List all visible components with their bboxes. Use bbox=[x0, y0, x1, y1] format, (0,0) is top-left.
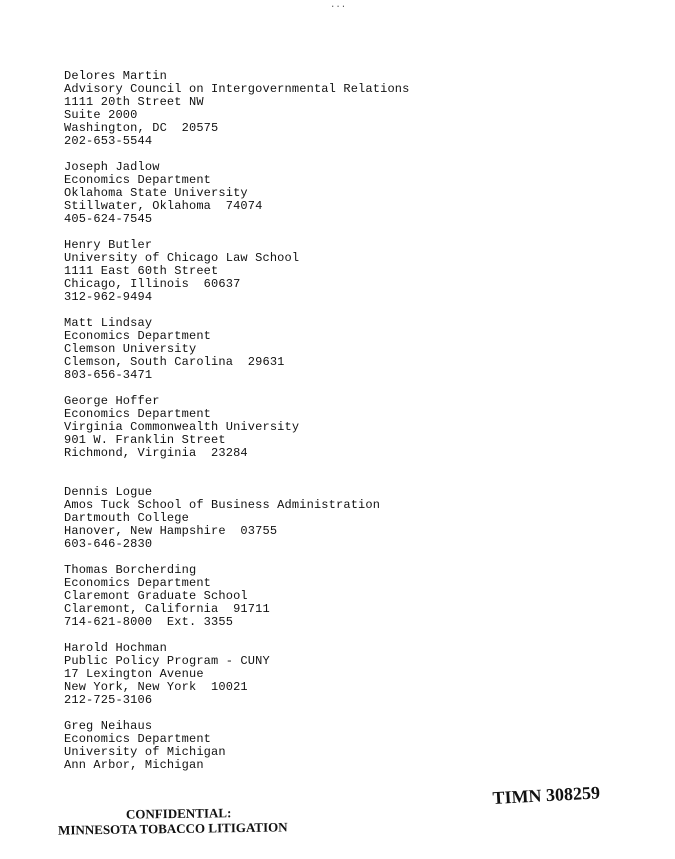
contact-department: Economics Department bbox=[64, 407, 212, 421]
contact-phone: 803-656-3471 bbox=[64, 368, 153, 382]
contact-phone: 312-962-9494 bbox=[64, 290, 153, 304]
contact-entry-joseph-jadlow bbox=[64, 161, 664, 226]
contact-city-state-zip: Claremont, California 91711 bbox=[64, 602, 270, 616]
contact-department: Economics Department bbox=[64, 732, 212, 746]
contact-name: Harold Hochman bbox=[64, 641, 167, 655]
confidential-label: CONFIDENTIAL: bbox=[125, 805, 232, 822]
contact-entry-george-hoffer bbox=[64, 395, 664, 460]
contact-entry-delores-martin bbox=[64, 70, 664, 148]
contact-name: Matt Lindsay bbox=[64, 316, 153, 330]
contact-institution: University of Chicago Law School bbox=[64, 251, 300, 265]
contact-institution: Dartmouth College bbox=[64, 511, 189, 525]
contact-street: 901 W. Franklin Street bbox=[64, 433, 226, 447]
contact-department: Economics Department bbox=[64, 329, 212, 343]
contact-entry-harold-hochman bbox=[64, 642, 664, 707]
contact-city-state-zip: Richmond, Virginia 23284 bbox=[64, 446, 248, 460]
contact-name: Dennis Logue bbox=[64, 485, 153, 499]
contact-institution: Oklahoma State University bbox=[64, 186, 248, 200]
bates-number: TIMN 308259 bbox=[492, 782, 601, 808]
contact-entry-henry-butler bbox=[64, 239, 664, 304]
contact-list bbox=[64, 70, 664, 772]
contact-name: George Hoffer bbox=[64, 394, 160, 408]
confidential-stamp bbox=[58, 804, 288, 837]
contact-city-state-zip: Stillwater, Oklahoma 74074 bbox=[64, 199, 263, 213]
contact-city-state-zip: Hanover, New Hampshire 03755 bbox=[64, 524, 278, 538]
contact-institution: Clemson University bbox=[64, 342, 197, 356]
contact-entry-thomas-borcherding bbox=[64, 564, 664, 629]
contact-phone: 405-624-7545 bbox=[64, 212, 153, 226]
contact-city-state-zip: Washington, DC 20575 bbox=[64, 121, 219, 135]
contact-street: 1111 20th Street NW bbox=[64, 95, 204, 109]
contact-institution: University of Michigan bbox=[64, 745, 226, 759]
contact-phone: 603-646-2830 bbox=[64, 537, 153, 551]
contact-city-state-zip: Clemson, South Carolina 29631 bbox=[64, 355, 285, 369]
contact-department: Economics Department bbox=[64, 173, 212, 187]
contact-entry-greg-neihaus bbox=[64, 720, 664, 772]
contact-street: 17 Lexington Avenue bbox=[64, 667, 204, 681]
contact-school: Amos Tuck School of Business Administration bbox=[64, 498, 381, 512]
contact-phone: 212-725-3106 bbox=[64, 693, 153, 707]
contact-entry-matt-lindsay bbox=[64, 317, 664, 382]
contact-organization: Advisory Council on Intergovernmental Relations bbox=[64, 82, 410, 96]
contact-department: Economics Department bbox=[64, 576, 212, 590]
contact-name: Delores Martin bbox=[64, 69, 167, 83]
contact-city-state: Ann Arbor, Michigan bbox=[64, 758, 204, 772]
contact-phone: 202-653-5544 bbox=[64, 134, 153, 148]
contact-name: Thomas Borcherding bbox=[64, 563, 197, 577]
contact-institution: Virginia Commonwealth University bbox=[64, 420, 300, 434]
contact-city-state-zip: Chicago, Illinois 60637 bbox=[64, 277, 241, 291]
contact-name: Joseph Jadlow bbox=[64, 160, 160, 174]
contact-institution: Claremont Graduate School bbox=[64, 589, 248, 603]
contact-entry-dennis-logue bbox=[64, 486, 664, 551]
litigation-label: MINNESOTA TOBACCO LITIGATION bbox=[58, 819, 288, 838]
page-top-mark: ... bbox=[330, 0, 347, 10]
contact-suite: Suite 2000 bbox=[64, 108, 138, 122]
contact-program: Public Policy Program - CUNY bbox=[64, 654, 270, 668]
contact-name: Greg Neihaus bbox=[64, 719, 153, 733]
contact-name: Henry Butler bbox=[64, 238, 153, 252]
contact-street: 1111 East 60th Street bbox=[64, 264, 219, 278]
contact-city-state-zip: New York, New York 10021 bbox=[64, 680, 248, 694]
contact-phone: 714-621-8000 Ext. 3355 bbox=[64, 615, 234, 629]
